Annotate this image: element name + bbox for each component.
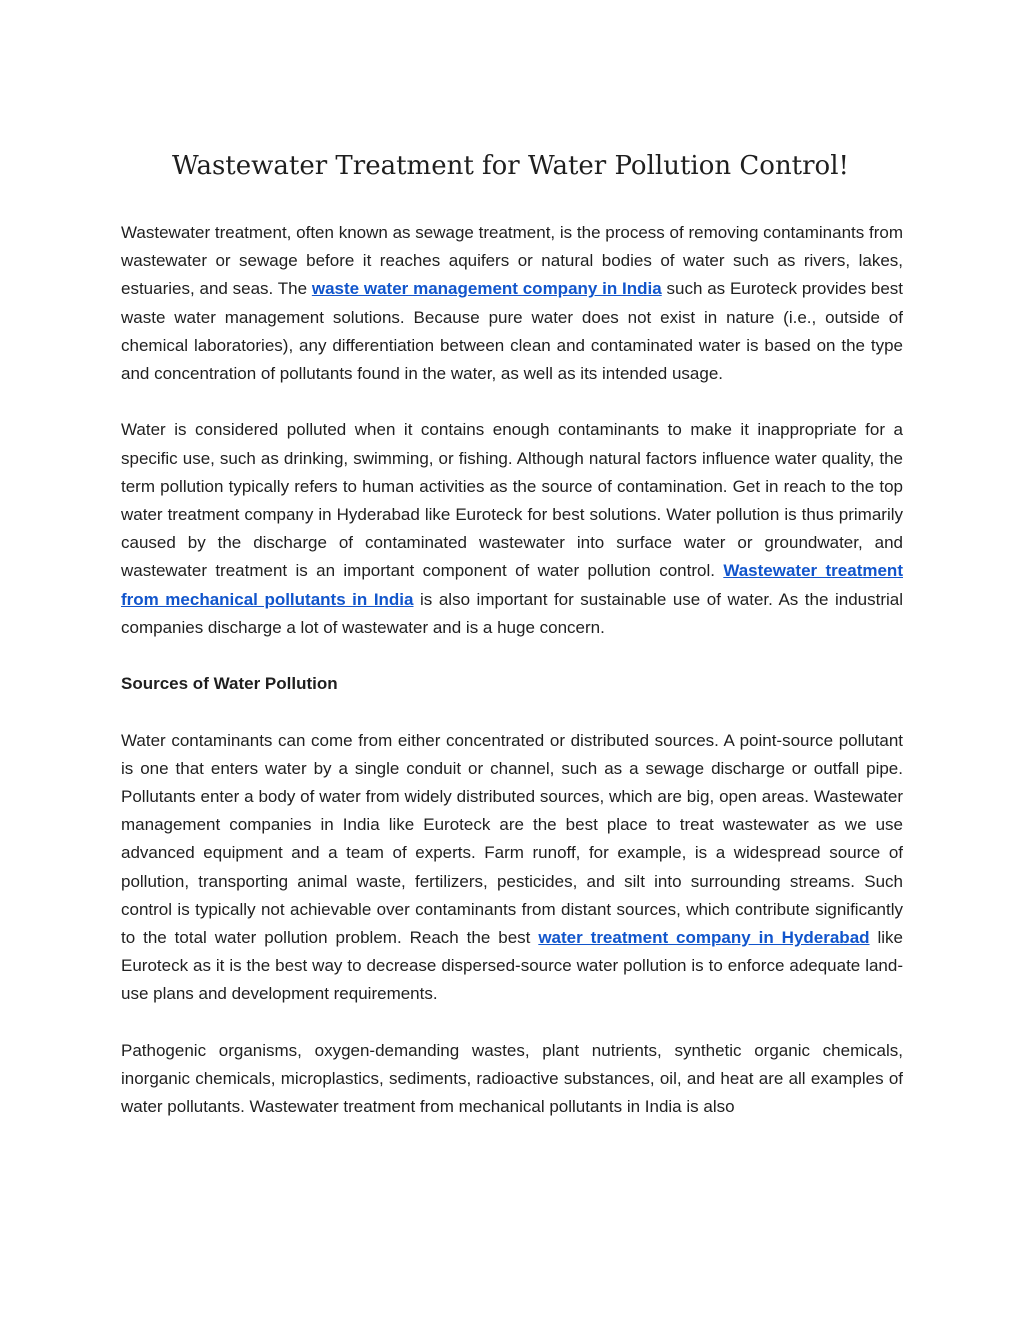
paragraph-text: Water is considered polluted when it contains enough contaminants to make it inappropriate for a specific use, such as drinking, swimming, or fishing. Although natural factors influence water quality, the term pollution typically refers to human activities as the source of contamination. Get in reach to the top water treatment company in Hyderabad like Euroteck for best solutions. Water pollution is thus primarily caused by the discharge of contaminated wastewater into surface water or groundwater, and wastewater treatment is an important component of water pollution control. [121, 420, 903, 581]
paragraph-text: is also important for sustainable use of water. As the industrial companies discharge a lot of wastewater and is a huge concern. [121, 589, 904, 637]
paragraph-pollutant-types: Pathogenic organisms, oxygen-demanding wastes, plant nutrients, synthetic organic chemicals, inorganic chemicals, microplastics, sediments, radioactive substances, oil, and heat are all examples of water pollutants. Wastewater treatment from mechanical pollutants in India is also [121, 1040, 903, 1117]
link-waste-water-management-company[interactable]: waste water management company in India [311, 279, 662, 299]
section-heading-sources: Sources of Water Pollution [121, 674, 338, 694]
paragraph-sources [121, 727, 903, 1009]
link-water-treatment-company-hyderabad[interactable]: water treatment company in Hyderabad [538, 928, 870, 948]
document-title: Wastewater Treatment for Water Pollution Control! [172, 151, 849, 181]
paragraph-text: like Euroteck as it is the best way to decrease dispersed-source water pollution is to enforce adequate land-use plans and development requirements. [121, 928, 903, 1004]
paragraph-text: Wastewater treatment, often known as sewage treatment, is the process of removing contaminants from wastewater or sewage before it reaches aquifers or natural bodies of water such as rivers, lakes, estuaries, and seas. The [121, 223, 903, 299]
paragraph-intro [121, 219, 903, 388]
paragraph-pollution-definition [121, 416, 903, 642]
document-body [121, 219, 903, 1150]
paragraph-text: such as Euroteck provides best waste water management solutions. Because pure water does not exist in nature (i.e., outside of chemical laboratories), any differentiation between clean and contaminated water is based on the type and concentration of pollutants found in the water, as well as its intended usage. [121, 279, 903, 384]
paragraph-text: Water contaminants can come from either concentrated or distributed sources. A point-source pollutant is one that enters water by a single conduit or channel, such as a sewage discharge or outfall pipe. Pollutants enter a body of water from widely distributed sources, which are big, open areas. Wastewater management companies in India like Euroteck are the best place to treat wastewater as we use advanced equipment and a team of experts. Farm runoff, for example, is a widespread source of pollution, transporting animal waste, fertilizers, pesticides, and silt into surrounding streams. Such control is typically not achievable over contaminants from distant sources, which contribute significantly to the total water pollution problem. Reach the best [121, 730, 903, 948]
link-wastewater-treatment-mechanical-pollutants[interactable]: Wastewater treatment from mechanical pollutants in India [121, 561, 903, 609]
